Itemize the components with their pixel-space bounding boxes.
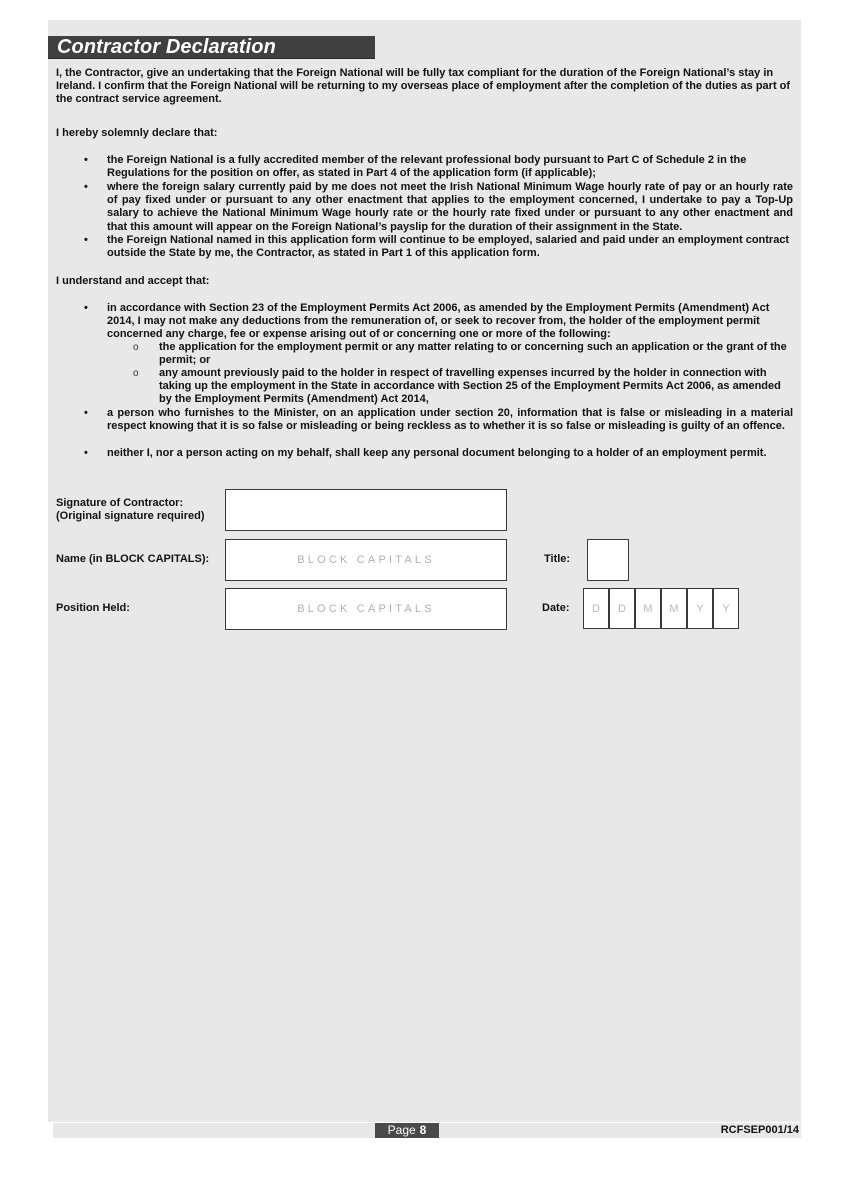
date-month-1[interactable]: M [635, 588, 661, 629]
date-year-1[interactable]: Y [687, 588, 713, 629]
date-day-2[interactable]: D [609, 588, 635, 629]
date-label: Date: [542, 602, 570, 614]
name-label: Name (in BLOCK CAPITALS): [56, 553, 210, 565]
intro-paragraph: I, the Contractor, give an undertaking that the Foreign National will be fully tax compliant for the duration of the Foreign National’s stay in Ireland. I confirm that the Foreign National will be returning to my overseas place of employment after the completion of the duties as part of the contract service agreement. [56, 67, 791, 106]
declare-heading: I hereby solemnly declare that: [56, 127, 218, 139]
signature-field[interactable] [225, 489, 507, 531]
section-title: Contractor Declaration [57, 36, 276, 58]
declaration-panel [48, 20, 801, 1122]
position-field[interactable] [225, 588, 507, 630]
name-field[interactable] [225, 539, 507, 581]
bullet-icon: • [84, 234, 88, 246]
accept-item: • neither I, nor a person acting on my behalf, shall keep any personal document belonging to a holder of an employment permit. [84, 447, 767, 459]
bullet-icon: • [84, 181, 88, 193]
sub-bullet-icon: o [133, 368, 139, 379]
declare-item: • the Foreign National is a fully accredited member of the relevant professional body pursuant to Part C of Schedule 2 in the Regulations for the position on offer, as stated in Part 4 of the application form (if applicable); [84, 154, 747, 180]
signature-label: Signature of Contractor: (Original signature required) [56, 497, 205, 523]
accept-item: • a person who furnishes to the Minister, on an application under section 20, information that is false or misleading in a material respect knowing that it is so false or misleading or being reckless as to whether it is so false or misleading is guilty of an offence. [84, 407, 793, 433]
date-month-2[interactable]: M [661, 588, 687, 629]
date-year-2[interactable]: Y [713, 588, 739, 629]
page-number-badge [375, 1123, 439, 1138]
accept-subitem: o any amount previously paid to the holder in respect of travelling expenses incurred by the holder in connection with taking up the employment in the State in accordance with Section 25 of the Employment Permits Act 2006, as amended by the Employment Permits (Amendment) Act 2014, [133, 367, 781, 406]
accept-heading: I understand and accept that: [56, 275, 210, 287]
position-placeholder: BLOCK CAPITALS [297, 603, 435, 615]
accept-item: • in accordance with Section 23 of the Employment Permits Act 2006, as amended by the Employment Permits (Amendment) Act 2014, I may not make any deductions from the remuneration of, or seek to recover from, the holder of the employment permit concerned any charge, fee or expense arising out of or concerning one or more of the following: [84, 302, 770, 341]
sub-bullet-icon: o [133, 342, 139, 353]
declare-item: • the Foreign National named in this application form will continue to be employed, salaried and paid under an employment contract outside the State by me, the Contractor, as stated in Part 1 of this application form. [84, 234, 790, 260]
bullet-icon: • [84, 447, 88, 459]
page-number: 8 [419, 1123, 427, 1137]
title-field[interactable] [587, 539, 629, 581]
bullet-icon: • [84, 407, 88, 419]
bullet-icon: • [84, 302, 88, 314]
date-day-1[interactable]: D [583, 588, 609, 629]
page-word: Page [387, 1123, 416, 1137]
accept-subitem: o the application for the employment permit or any matter relating to or concerning such an application or the grant of the permit; or [133, 341, 787, 367]
declare-item: • where the foreign salary currently paid by me does not meet the Irish National Minimum Wage hourly rate of pay or an hourly rate of pay fixed under or pursuant to any other enactment that applies to the employment concerned, I undertake to pay a Top-Up salary to achieve the National Minimum Wage hourly rate or the hourly rate fixed under or pursuant to any other enactment and that this amount will appear on the Foreign National’s payslip for the duration of their assignment in the State. [84, 181, 793, 233]
date-field-group [583, 588, 741, 630]
name-placeholder: BLOCK CAPITALS [297, 554, 435, 566]
bullet-icon: • [84, 154, 88, 166]
form-code: RCFSEP001/14 [720, 1124, 799, 1136]
title-label: Title: [544, 553, 571, 565]
section-header-bar [48, 36, 375, 59]
position-label: Position Held: [56, 602, 130, 614]
